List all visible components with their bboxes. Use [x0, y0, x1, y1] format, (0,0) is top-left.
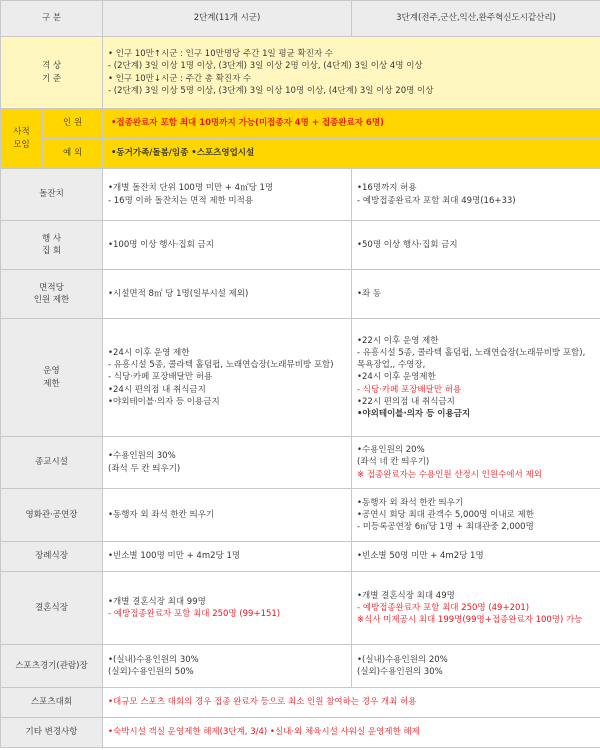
header-stage3: 3단계(전주,군산,익산,완주혁신도시같산리) [352, 1, 600, 37]
events-stage3: •50명 이상 행사·집회 금지 [352, 221, 600, 270]
row-other-changes [1, 718, 600, 748]
row-funeral [1, 542, 600, 572]
wedding-stage2: •개별 결혼식장 최대 99명 - 예방접종완료자 포함 최대 250명 (99+151) [103, 572, 352, 645]
first-birthday-label: 돌잔치 [1, 169, 103, 221]
row-wedding [1, 572, 600, 645]
row-gathering-exception [1, 139, 600, 169]
operation-stage3: •22시 이후 운영 제한 - 유흥시설 5종, 콜라텍 홀덤펍, 노래연습장(노래뮤비방 포함), 목욕장업,, 수영장, •24시 이후 운영제한 - 식당·카페 포장배달만 허용 •22시 편의점 내 취식금지 •야외테이블·의자 등 이용금지 [352, 319, 600, 437]
events-label: 행 사 집 회 [1, 221, 103, 270]
first-birthday-stage2: •개별 돌잔치 단위 100명 미만 + 4㎡당 1명 - 16명 이하 돌잔치는 면적 제한 미적용 [103, 169, 352, 221]
row-area-limit [1, 270, 600, 319]
row-religion [1, 437, 600, 489]
upgrade-criteria-label: 격 상 기 준 [1, 37, 103, 109]
funeral-stage3: •빈소별 50명 미만 + 4m2당 1명 [352, 542, 600, 572]
religion-stage2: •수용인원의 30% (좌석 두 칸 띄우기) [103, 437, 352, 489]
funeral-stage2: •빈소별 100명 미만 + 4m2당 1명 [103, 542, 352, 572]
gathering-people-label: 인 원 [43, 109, 103, 139]
operation-label: 운영 제한 [1, 319, 103, 437]
sports-venue-label: 스포츠경기(관람)장 [1, 645, 103, 688]
events-stage2: •100명 이상 행사·집회 금지 [103, 221, 352, 270]
cinema-stage3: •동행자 외 좌석 한칸 띄우기 •공연시 회당 최대 관객수 5,000명 이내로 제한 - 미등록공연장 6㎡당 1명 + 최대관중 2,000명 [352, 489, 600, 542]
first-birthday-stage3: •16명까지 허용 - 예방접종완료자 포함 최대 49명(16+33) [352, 169, 600, 221]
row-gathering-people [1, 109, 600, 139]
gathering-people-value: •접종완료자 포함 최대 10명까지 가능(미접종자 4명 + 접종완료자 6명) [103, 109, 600, 139]
row-sports-venue [1, 645, 600, 688]
other-changes-label: 기타 변경사항 [1, 718, 103, 748]
upgrade-criteria-content: • 인구 10만↑시군 : 인구 10만명당 주간 1일 평균 확진자 수 - (2단계) 3일 이상 1명 이상, (3단계) 3일 이상 2명 이상, (4단계) 3일 이상 4명 이상 • 인구 10만↓시군 : 주간 총 확진자 수 - (2단계) 3일 이상 5명 이상, (3단계) 3일 이상 10명 이상, (4단계) 3일 이상 20명 이상 [103, 37, 600, 109]
gathering-exception-label: 예 외 [43, 139, 103, 169]
header-category: 구 분 [1, 1, 103, 37]
area-limit-label: 면적당 인원 제한 [1, 270, 103, 319]
cinema-label: 영화관·공연장 [1, 489, 103, 542]
area-limit-stage3: •좌 동 [352, 270, 600, 319]
religion-stage3: •수용인원의 20% (좌석 네 칸 띄우기) ※ 접종완료자는 수용인원 산정시 인원수에서 제외 [352, 437, 600, 489]
row-upgrade-criteria [1, 37, 600, 109]
cinema-stage2: •동행자 외 좌석 한칸 띄우기 [103, 489, 352, 542]
gathering-exception-value: •동거가족/돌봄/임종 •스포츠영업시설 [103, 139, 600, 169]
header-row [1, 1, 600, 37]
sports-event-value: •대규모 스포츠 대회의 경우 접종 완료자 등으로 최소 인원 참여하는 경우 개최 허용 [103, 688, 600, 718]
sports-venue-stage2: •(실내)수용인원의 30% (실외)수용인원의 50% [103, 645, 352, 688]
religion-label: 종교시설 [1, 437, 103, 489]
wedding-stage3: •개별 결혼식장 최대 49명 - 예방접종완료자 포함 최대 250명 (49+201) ※식사 미제공시 최대 199명(99명+접종완료자 100명) 가능 [352, 572, 600, 645]
other-changes-value: •숙박시설 객실 운영제한 해제(3단계, 3/4) •실내·외 체육시설 샤워실 운영제한 해제 [103, 718, 600, 748]
row-first-birthday [1, 169, 600, 221]
row-events [1, 221, 600, 270]
area-limit-stage2: •시설면적 8㎡ 당 1명(일부시설 제외) [103, 270, 352, 319]
header-stage2: 2단계(11개 시군) [103, 1, 352, 37]
sports-event-label: 스포츠대회 [1, 688, 103, 718]
operation-stage2: •24시 이후 운영 제한 - 유흥시설 5종, 콜라텍 홀덤펍, 노래연습장(노래뮤비방 포함) - 식당·카페 포장배달만 허용 •24시 편의점 내 취식금지 •야외테이블·의자 등 이용금지 [103, 319, 352, 437]
funeral-label: 장례식장 [1, 542, 103, 572]
sports-venue-stage3: •(실내)수용인원의 20% (실외)수용인원의 30% [352, 645, 600, 688]
row-sports-event [1, 688, 600, 718]
private-gathering-label: 사적 모임 [1, 109, 43, 169]
row-cinema [1, 489, 600, 542]
wedding-label: 결혼식장 [1, 572, 103, 645]
row-operation [1, 319, 600, 437]
